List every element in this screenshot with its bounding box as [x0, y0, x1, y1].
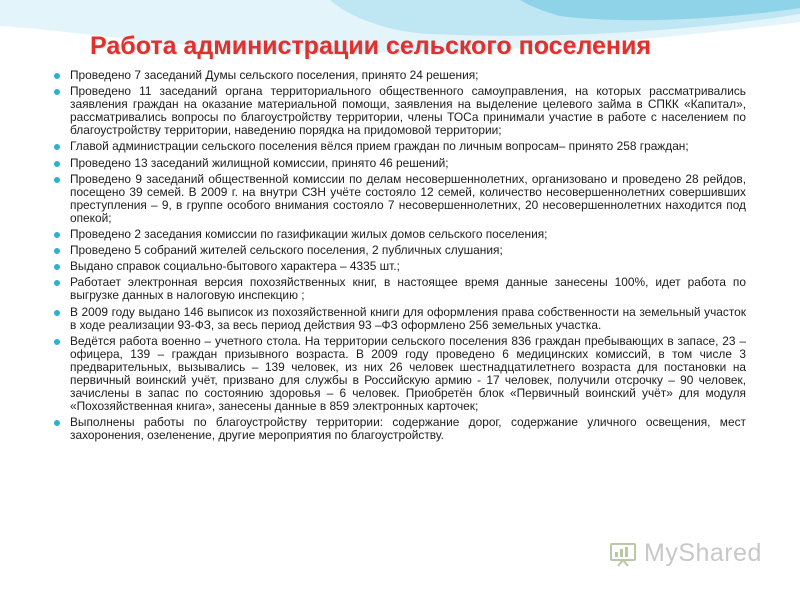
myshared-watermark	[608, 537, 762, 569]
list-item: Проведено 5 собраний жителей сельского поселения, 2 публичных слушания;	[52, 244, 746, 257]
list-item: Работает электронная версия похозяйственных книг, в настоящее время данные занесены 100%, идет работа по выгрузке данных в налоговую инспекцию ;	[52, 276, 746, 302]
page-title: Работа администрации сельского поселения	[90, 32, 651, 60]
list-item: Выполнены работы по благоустройству территории: содержание дорог, содержание уличного освещения, мест захоронения, озеленение, другие мероприятия по благоустройству.	[52, 416, 746, 442]
list-item: Выдано справок социально-бытового характера – 4335 шт.;	[52, 260, 746, 273]
list-item: Главой администрации сельского поселения вёлся прием граждан по личным вопросам– принято 258 граждан;	[52, 140, 746, 153]
list-item: Проведено 9 заседаний общественной комиссии по делам несовершеннолетних, организовано и проведено 28 рейдов, посещено 39 семей. В 2009 г. на внутри СЗН учёте состояло 12 семей, количество несовершеннолетних совершивших преступления – 9, в группе особого внимания состояло 7 несовершеннолетних, 20 несовершеннолетних находится под опекой;	[52, 173, 746, 225]
list-item: В 2009 году выдано 146 выписок из похозяйственной книги для оформления права собственности на земельный участок в ходе реализации 93-ФЗ, за весь период действия 93 –ФЗ оформлено 256 земельных участка.	[52, 306, 746, 332]
list-item: Ведётся работа военно – учетного стола. На территории сельского поселения 836 граждан пребывающих в запасе, 23 – офицера, 139 – граждан призывного возраста. В 2009 году проведено 6 медицинских комиссий, в том числе 3 предварительных, вызывались – 139 человек, из них 26 человек шестнадцатилетнего возраста для постановки на первичный воинский учёт, призвано для службы в Российскую армию - 17 человек, получили отсрочку – 90 человек, зачислены в запас по состоянию здоровья – 6 человек. Приобретён блок «Первичный воинский учёт» для модуля «Похозяйственная книга», занесены данные в 859 электронных карточек;	[52, 335, 746, 414]
myshared-logo-icon	[608, 538, 638, 568]
list-item: Проведено 11 заседаний органа территориального общественного самоуправления, на которых рассматривались заявления граждан на оказание материальной помощи, заявления на выделение целевого займа в СПКК «Капитал», рассматривались вопросы по благоустройству территории, члены ТОСа принимали участие в работе с населением по благоустройству территории, наведению порядка на придомовой территории;	[52, 85, 746, 137]
watermark-text: MyShared	[644, 538, 762, 567]
list-item: Проведено 13 заседаний жилищной комиссии, принято 46 решений;	[52, 157, 746, 170]
list-item: Проведено 7 заседаний Думы сельского поселения, принято 24 решения;	[52, 69, 746, 82]
bullet-list	[52, 69, 746, 445]
list-item: Проведено 2 заседания комиссии по газификации жилых домов сельского поселения;	[52, 228, 746, 241]
